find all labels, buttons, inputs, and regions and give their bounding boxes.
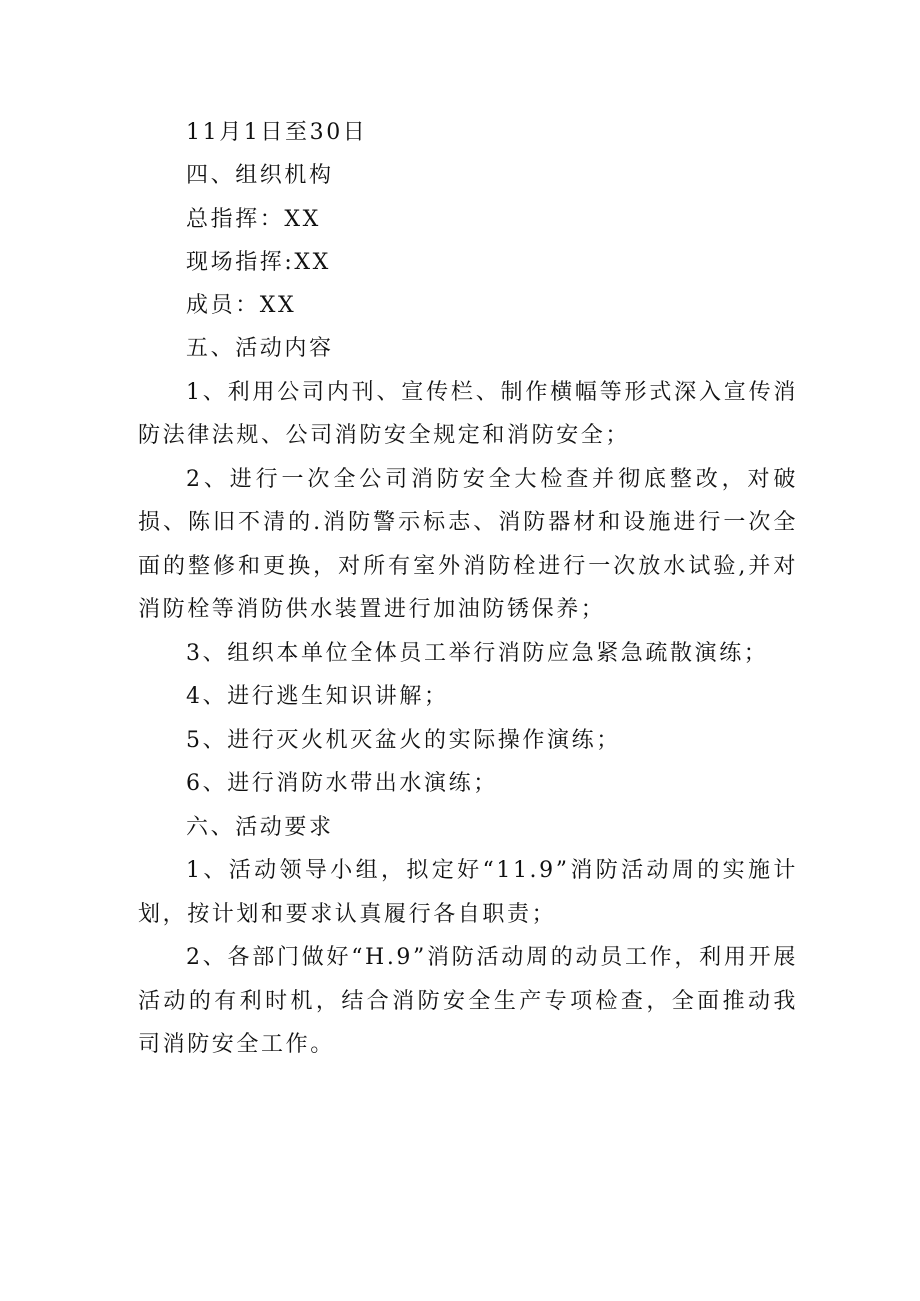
activity-item-2: 2、进行一次全公司消防安全大检查并彻底整改，对破损、陈旧不清的.消防警示标志、消防器材和设施进行一次全面的整修和更换，对所有室外消防栓进行一次放水试验,并对消防栓等消防供水装置进行加油防锈保养； [138, 466, 798, 623]
requirement-item-1: 1、活动领导小组，拟定好“11.9”消防活动周的实施计划，按计划和要求认真履行各自职责； [138, 858, 798, 927]
activity-item-6: 6、进行消防水带出水演练； [186, 771, 498, 797]
activity-item-1: 1、利用公司内刊、宣传栏、制作横幅等形式深入宣传消防法律法规、公司消防安全规定和消防安全； [138, 379, 798, 449]
section-heading-activities: 五、活动内容 [186, 336, 334, 362]
document-body [138, 111, 798, 1067]
section-heading-organization: 四、组织机构 [186, 163, 334, 189]
section-heading-requirements: 六、活动要求 [186, 814, 334, 840]
commander-line: 总指挥：XX [186, 206, 321, 232]
members-line: 成员：XX [186, 293, 297, 319]
requirement-item-2: 2、各部门做好“H.9”消防活动周的动员工作，利用开展活动的有利时机，结合消防安全生产专项检查，全面推动我司消防安全工作。 [138, 945, 798, 1058]
activity-item-3: 3、组织本单位全体员工举行消防应急紧急疏散演练； [186, 640, 769, 666]
activity-item-5: 5、进行灭火机灭盆火的实际操作演练； [186, 727, 621, 753]
site-commander-line: 现场指挥:XX [186, 249, 331, 275]
activity-item-4: 4、进行逃生知识讲解； [186, 684, 449, 710]
date-range-line: 11月1日至30日 [186, 120, 368, 145]
